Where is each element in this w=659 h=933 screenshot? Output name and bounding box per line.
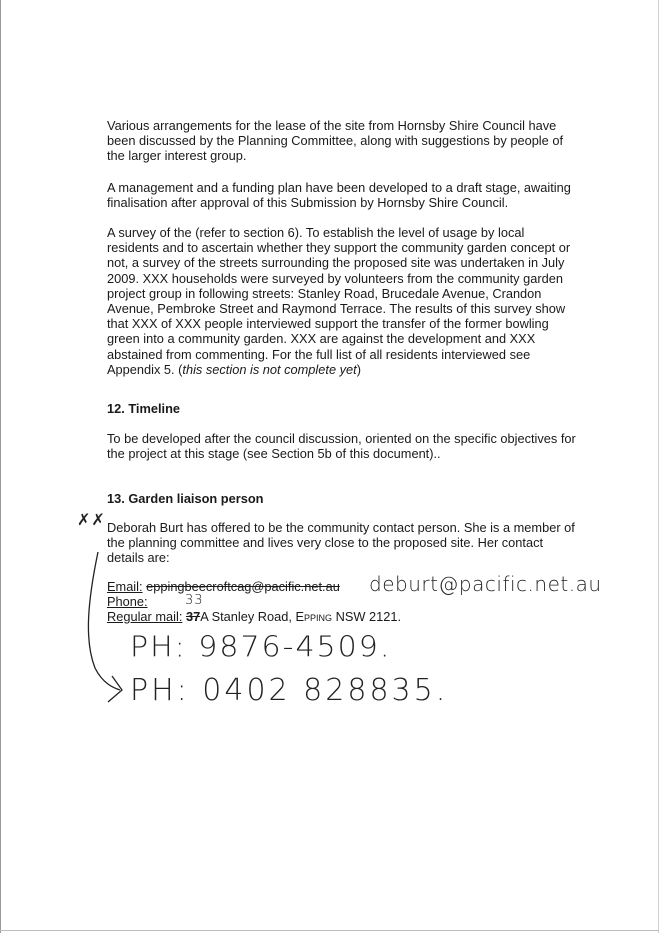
mail-state-postcode: NSW 2121. [332, 608, 402, 624]
mail-address: A Stanley Road, [200, 608, 296, 624]
section-13-heading: 13. Garden liaison person [107, 491, 264, 506]
mail-label: Regular mail: [107, 608, 183, 624]
email-label: Email: [107, 579, 143, 594]
section-12-heading: 12. Timeline [107, 401, 181, 416]
management-paragraph: A management and a funding plan have been developed to a draft stage, awaiting finalisation after approval of this Submission by Hornsby Shire Council. [107, 180, 571, 211]
handwritten-email: deburt@pacific.net.au [369, 572, 602, 596]
bracket-arrow [108, 676, 122, 702]
mail-struck-number: 37 [185, 608, 201, 624]
survey-text: A survey of the (refer to section 6). To establish the level of usage by local residents and to ascertain whether they support the community garden concept or not, a survey of the streets surrounding the proposed site was undertaken in July 2009. XXX households were surveyed by volunteers from the community garden project group in following streets: Stanley Road, Brucedale Avenue, Crandon Avenue, Pembroke Street and Raymond Terrace. The results of this survey show that XXX of XXX people interviewed support the transfer of the former bowling green into a community garden. XXX are against the development and XXX abstained from commenting. For the full list of all residents interviewed see Appendix 5. ( [107, 225, 571, 377]
margin-mark-icon: ✗✗ [77, 510, 106, 529]
timeline-paragraph: To be developed after the council discussion, oriented on the specific objectives for the project at this stage (see Section 5b of this document).. [107, 431, 576, 462]
email-struck-value: eppingbeecroftcag@pacific.net.au [146, 579, 340, 594]
survey-note: this section is not complete yet [182, 361, 357, 377]
handwritten-phone-2: PH: 0402 828835. [130, 673, 449, 708]
phone-label: Phone: [107, 593, 148, 609]
handwritten-phone-1: PH: 9876-4509. [130, 630, 392, 665]
bracket-curve [88, 552, 120, 690]
liaison-paragraph: Deborah Burt has offered to be the community contact person. She is a member of the planning committee and lives very close to the proposed site. Her contact details are: [107, 520, 575, 566]
handwritten-unit-number: 33 [185, 593, 204, 608]
lease-paragraph: Various arrangements for the lease of the site from Hornsby Shire Council have been discussed by the Planning Committee, along with suggestions by people of the larger interest group. [107, 118, 563, 164]
survey-close: ) [356, 361, 361, 377]
mail-city: Epping [295, 608, 333, 624]
